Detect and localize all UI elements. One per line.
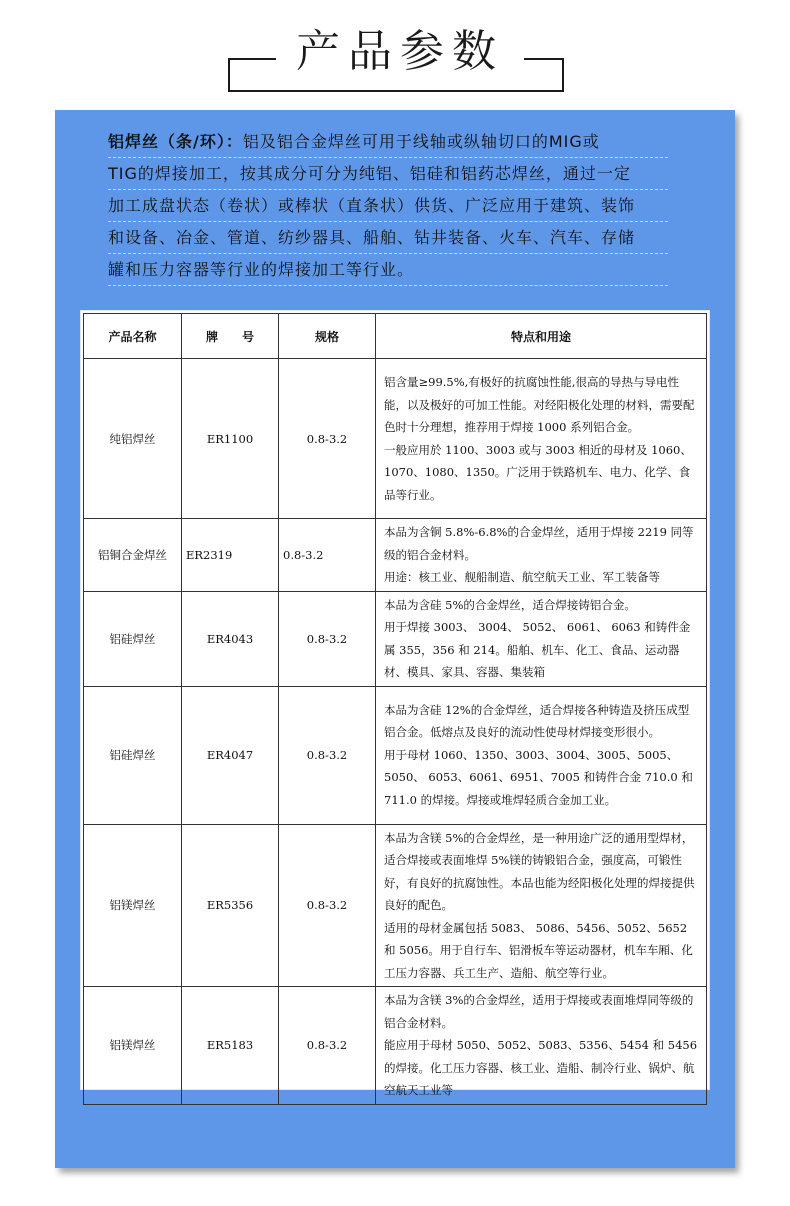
cell-features [376, 824, 707, 987]
cell-grade: ER4047 [182, 686, 279, 824]
cell-features [376, 591, 707, 686]
table-row [84, 824, 707, 987]
feature-paragraph: 本品为含铜 5.8%-6.8%的合金焊丝，适用于焊接 2219 同等级的铝合金材料。 [384, 525, 694, 562]
intro-line: 罐和压力容器等行业的焊接加工等行业。 [108, 254, 668, 286]
intro-line-text: 铝及铝合金焊丝可用于线轴或纵轴切口的MIG或 [242, 132, 600, 151]
intro-line [108, 126, 668, 158]
header-product-name: 产品名称 [84, 314, 182, 359]
intro-line: 加工成盘状态（卷状）或棒状（直条状）供货、广泛应用于建筑、装饰 [108, 190, 668, 222]
cell-product-name: 纯铝焊丝 [84, 359, 182, 519]
feature-paragraph: 用途：核工业、舰船制造、航空航天工业、军工装备等 [384, 570, 660, 584]
intro-line: 和设备、冶金、管道、纺纱器具、船舶、钻井装备、火车、汽车、存储 [108, 222, 668, 254]
header-grade: 牌 号 [182, 314, 279, 359]
feature-paragraph: 本品为含硅 5%的合金焊丝，适合焊接铸铝合金。 [384, 597, 636, 612]
feature-paragraph: 本品为含镁 5%的合金焊丝，是一种用途广泛的通用型焊材，适合焊接或表面堆焊 5%镁的铸锻铝合金，强度高，可锻性好，有良好的抗腐蚀性。本品也能为经阳极化处理的焊接提供良好的配色。 [384, 830, 695, 912]
cell-grade: ER5356 [182, 824, 279, 987]
intro-label: 铝焊丝（条/环）： [108, 132, 243, 151]
cell-grade: ER1100 [182, 359, 279, 519]
product-table-card [80, 310, 710, 1097]
cell-grade: ER5183 [182, 987, 279, 1105]
feature-paragraph: 铝含量≥99.5%,有极好的抗腐蚀性能,很高的导热与导电性能，以及极好的可加工性能。对经阳极化处理的材料，需要配色时十分理想，推荐用于焊接 1000 系列铝合金。 [384, 375, 695, 434]
feature-paragraph: 用于母材 1060、1350、3003、3004、3005、5005、5050、 6053、6061、6951、7005 和铸件合金 710.0 和 711.0 的焊接。焊接或堆焊轻质合金加工业。 [384, 747, 693, 807]
feature-paragraph: 用于焊接 3003、 3004、 5052、 6061、 6063 和铸件金属 355，356 和 214。船舶、机车、化工、食品、运动器材、模具、家具、容器、集装箱 [384, 620, 691, 679]
cell-spec: 0.8-3.2 [279, 686, 376, 824]
feature-paragraph: 能应用于母材 5050、5052、5083、5356、5454 和 5456 的焊接。化工压力容器、核工业、造船、制冷行业、锅炉、航空航天工业等 [384, 1038, 698, 1097]
table-row [84, 987, 707, 1105]
feature-paragraph: 一般应用於 1100、3003 或与 3003 相近的母材及 1060、1070、1080、1350。广泛用于铁路机车、电力、化学、食品等行业。 [384, 442, 692, 502]
header-spec: 规格 [279, 314, 376, 359]
intro-text [108, 126, 668, 286]
cell-grade: ER4043 [182, 591, 279, 686]
header-features: 特点和用途 [376, 314, 707, 359]
feature-paragraph: 适用的母材金属包括 5083、 5086、5456、5052、5652 和 5056。用于自行车、铝滑板车等运动器材，机车车厢、化工压力容器、兵工生产、造船、航空等行业。 [384, 920, 693, 980]
table-header-row [84, 314, 707, 359]
title-frame [228, 22, 564, 92]
product-table [83, 313, 707, 1105]
cell-spec: 0.8-3.2 [279, 359, 376, 519]
cell-spec: 0.8-3.2 [279, 519, 376, 592]
cell-spec: 0.8-3.2 [279, 591, 376, 686]
table-row [84, 686, 707, 824]
cell-product-name: 铝镁焊丝 [84, 987, 182, 1105]
cell-spec: 0.8-3.2 [279, 824, 376, 987]
table-row [84, 591, 707, 686]
cell-grade: ER2319 [182, 519, 279, 592]
cell-product-name: 铝镁焊丝 [84, 824, 182, 987]
title-rule-left [228, 58, 276, 60]
page-title: 产品参数 [276, 24, 524, 80]
table-row [84, 359, 707, 519]
feature-paragraph: 本品为含镁 3%的合金焊丝，适用于焊接或表面堆焊同等级的铝合金材料。 [384, 993, 694, 1030]
table-row [84, 519, 707, 592]
cell-features [376, 686, 707, 824]
cell-product-name: 铝硅焊丝 [84, 591, 182, 686]
cell-spec: 0.8-3.2 [279, 987, 376, 1105]
intro-line: TIG的焊接加工，按其成分可分为纯铝、铝硅和铝药芯焊丝，通过一定 [108, 158, 668, 190]
cell-product-name: 铝硅焊丝 [84, 686, 182, 824]
title-rule-right [524, 58, 564, 60]
cell-product-name: 铝铜合金焊丝 [84, 519, 182, 592]
cell-features [376, 987, 707, 1105]
feature-paragraph: 本品为含硅 12%的合金焊丝，适合焊接各种铸造及挤压成型铝合金。低熔点及良好的流动性使母材焊接变形很小。 [384, 702, 690, 740]
cell-features [376, 359, 707, 519]
cell-features [376, 519, 707, 592]
